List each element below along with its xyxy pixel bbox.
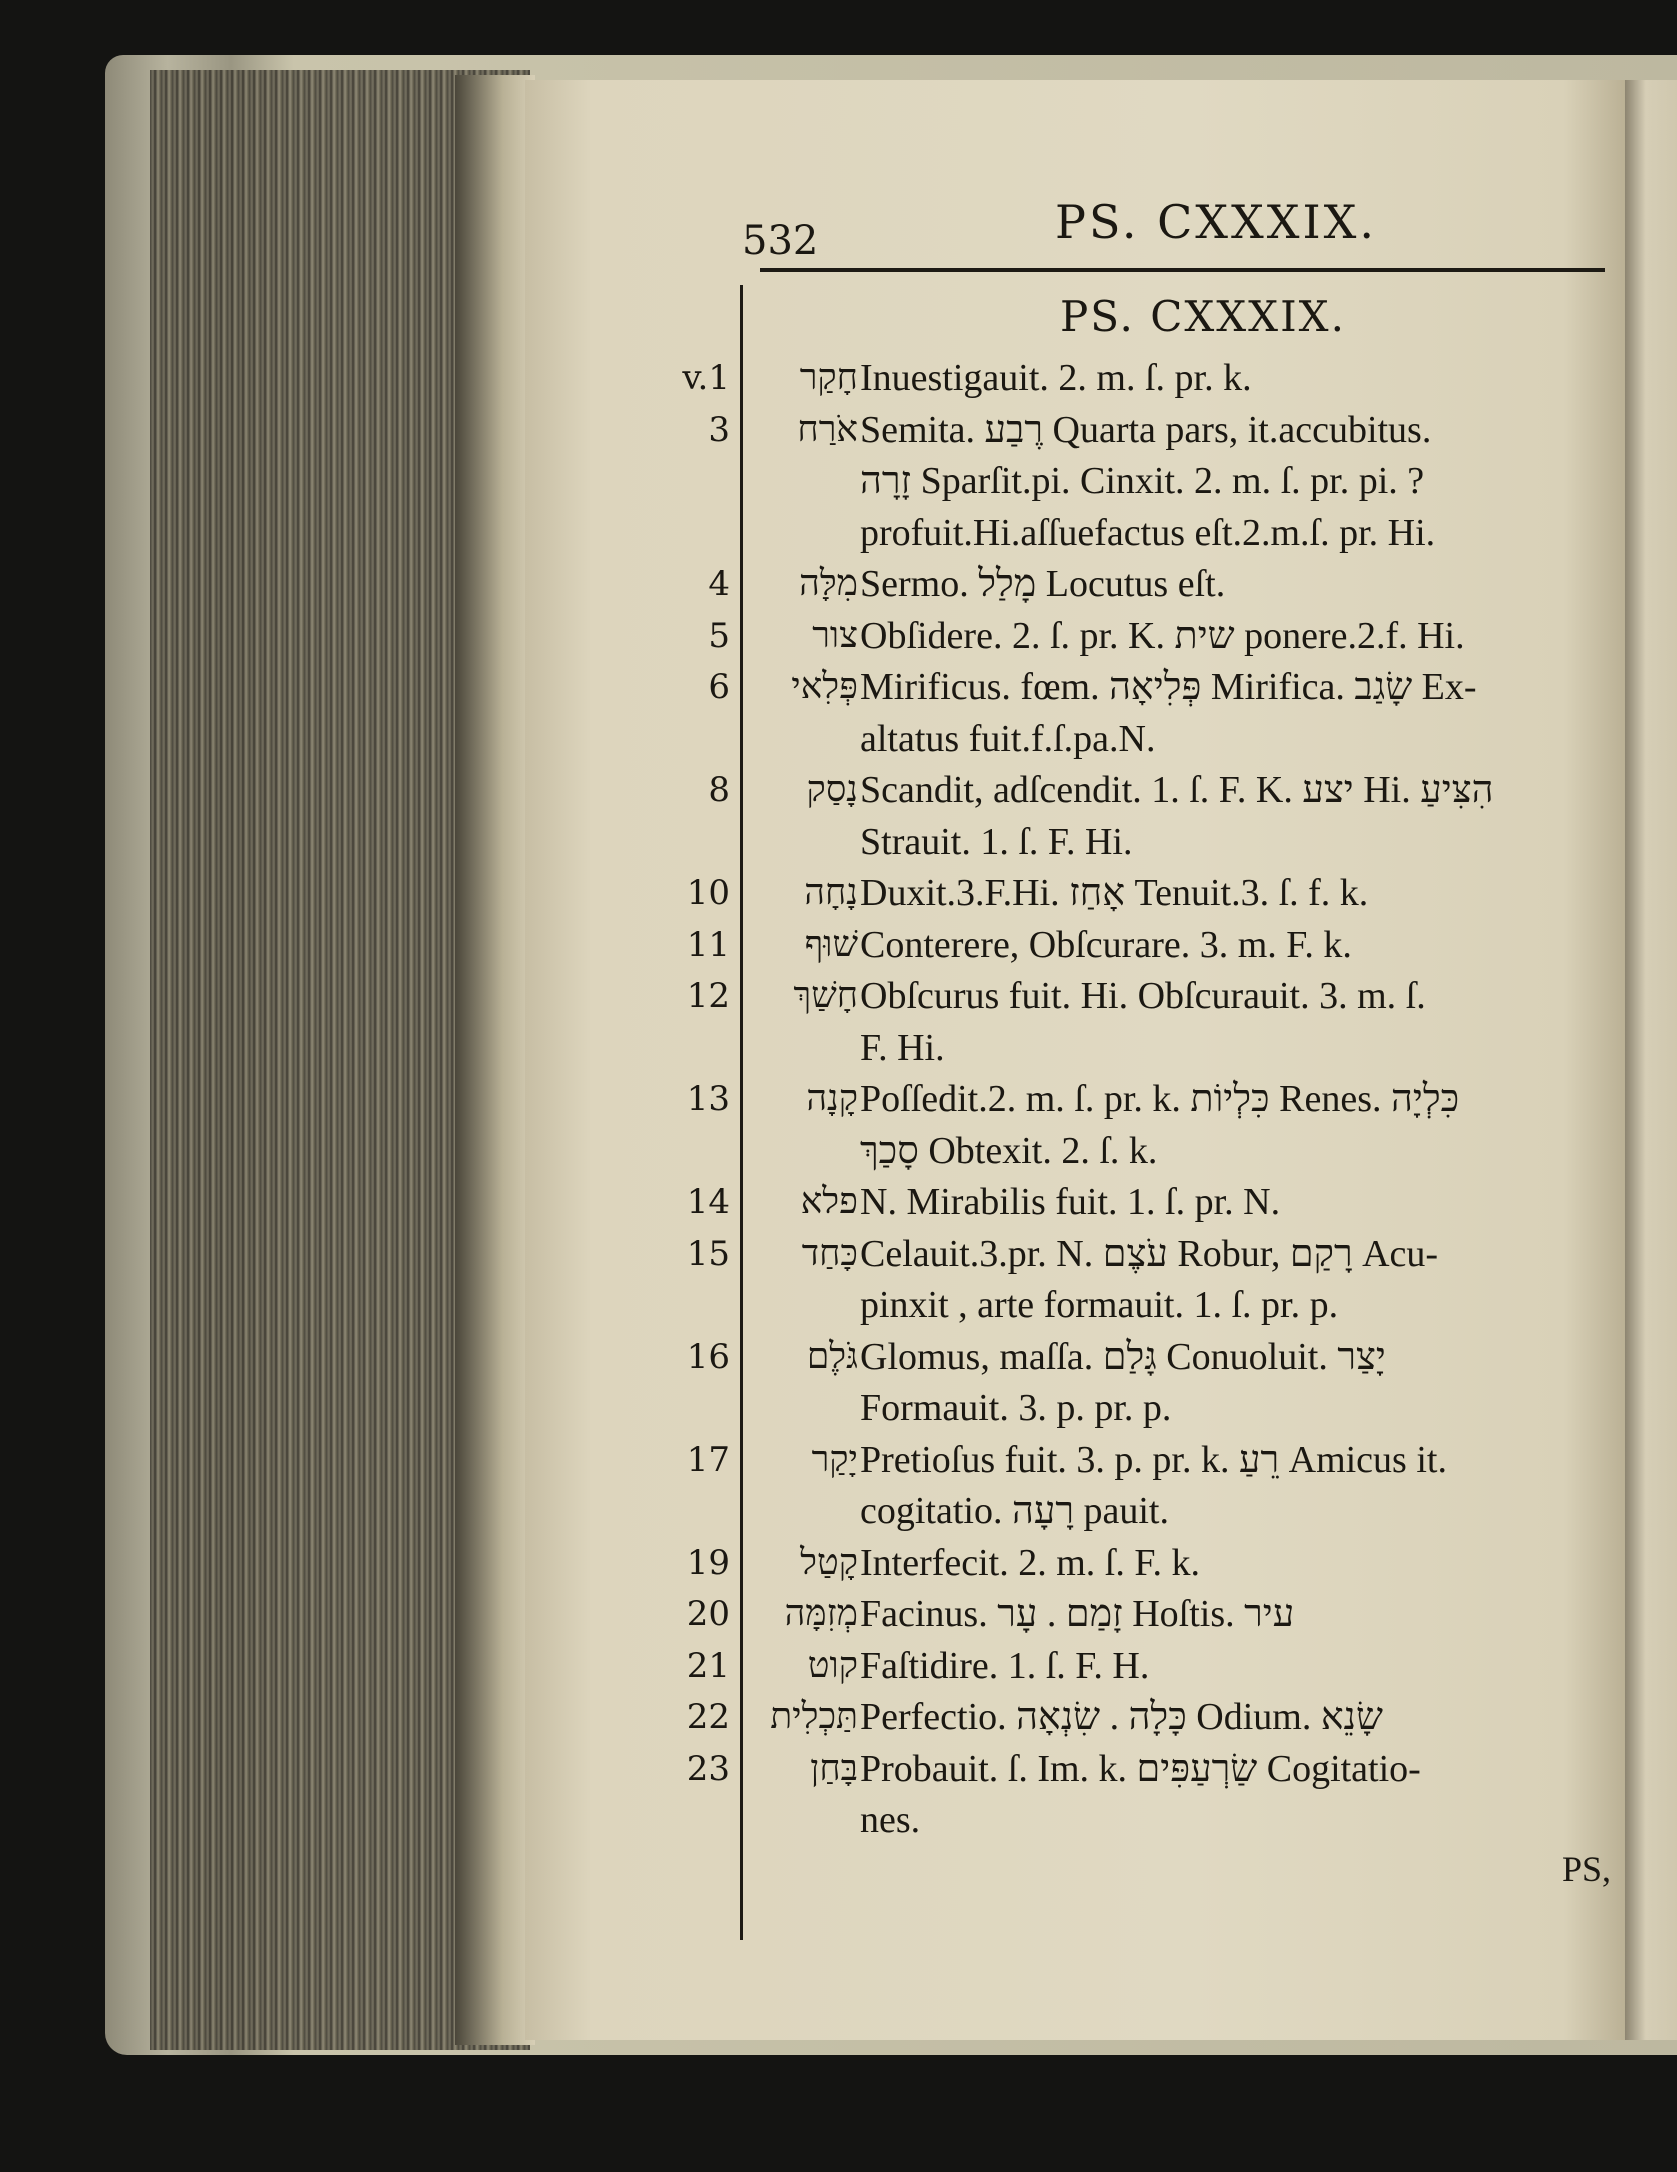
- latin-gloss: Conterere, Obſcurare. 3. m. F. k.: [860, 923, 1352, 966]
- latin-gloss: Mirificus. fœm. פְּלִיאָה Mirifica. שָׂגַב Ex-: [860, 666, 1477, 708]
- latin-gloss: Interfecit. 2. m. ſ. F. k.: [860, 1541, 1200, 1584]
- hebrew-headword: נָחָה: [804, 872, 858, 913]
- hebrew-headword: נָסַק: [806, 769, 858, 810]
- verse-number: 6: [708, 667, 730, 707]
- entry-row: [0, 867, 1677, 919]
- hebrew-headword: קוט: [807, 1644, 858, 1686]
- latin-gloss: altatus fuit.f.ſ.pa.N.: [860, 717, 1156, 760]
- latin-gloss: profuit.Hi.aſſuefactus eſt.2.m.ſ. pr. Hi.: [860, 511, 1436, 554]
- entry-row: [0, 455, 1677, 507]
- verse-number: 20: [686, 1594, 730, 1634]
- hebrew-headword: שׁוּף: [804, 923, 858, 965]
- hebrew-headword: יָקַר: [811, 1438, 858, 1480]
- entry-row: [0, 1794, 1677, 1846]
- latin-gloss: Poſſedit.2. m. ſ. pr. k. כִּלְיוֹת Renes. כִּלְיָה: [860, 1078, 1460, 1120]
- verse-number: 12: [686, 976, 730, 1016]
- entry-row: [0, 1022, 1677, 1074]
- verse-number: 23: [686, 1748, 730, 1789]
- hebrew-headword: אֹרַח: [797, 408, 858, 450]
- hebrew-headword: פלא: [800, 1181, 858, 1222]
- verse-number: 22: [686, 1697, 730, 1737]
- hebrew-headword: חָשַׁךְ: [793, 975, 858, 1016]
- entry-row: [0, 610, 1677, 662]
- hebrew-headword: צור: [812, 614, 858, 656]
- section-title: PS. CXXXIX.: [1060, 292, 1346, 341]
- entry-row: [0, 970, 1677, 1022]
- entry-row: [0, 764, 1677, 816]
- latin-gloss: Semita. רֶבַע Quarta pars, it.accubitus.: [860, 408, 1432, 451]
- verse-number: 11: [686, 924, 730, 965]
- latin-gloss: Faſtidire. 1. ſ. F. H.: [860, 1644, 1150, 1687]
- entry-row: [0, 1588, 1677, 1640]
- latin-gloss: Sermo. מָלַל Locutus eſt.: [860, 563, 1226, 605]
- latin-gloss: Pretioſus fuit. 3. p. pr. k. רֵעַ Amicus it.: [860, 1438, 1447, 1481]
- verse-number: 10: [686, 873, 730, 913]
- entry-row: [0, 713, 1677, 765]
- entry-row: [0, 816, 1677, 868]
- latin-gloss: Inuestigauit. 2. m. ſ. pr. k.: [860, 357, 1252, 399]
- entry-row: [0, 1537, 1677, 1589]
- hebrew-headword: חָקַר: [799, 357, 858, 398]
- entry-row: [0, 1073, 1677, 1125]
- catchword: PS,: [1562, 1849, 1612, 1889]
- verse-number: 16: [686, 1336, 730, 1377]
- page-number: 532: [742, 218, 819, 264]
- verse-number: 21: [686, 1645, 730, 1686]
- verse-number: 19: [686, 1542, 730, 1583]
- entry-row: [0, 1279, 1677, 1331]
- latin-gloss: Perfectio. כָּלָה . שִׂנְאָה Odium. שָׂנֵא: [860, 1696, 1383, 1738]
- entry-row: [0, 661, 1677, 713]
- verse-number: 3: [708, 409, 730, 450]
- latin-gloss: pinxit , arte formauit. 1. ſ. pr. p.: [860, 1284, 1339, 1326]
- entry-row: [0, 1382, 1677, 1434]
- entry-row: [0, 404, 1677, 456]
- latin-gloss: Facinus. זָמַם . עָר Hoſtis. עיר: [860, 1593, 1295, 1635]
- latin-gloss: Obſcurus fuit. Hi. Obſcurauit. 3. m. ſ.: [860, 975, 1426, 1017]
- entry-row: [0, 1485, 1677, 1537]
- latin-gloss: Glomus, maſſa. גָּלַם Conuoluit. יָצַר: [860, 1335, 1386, 1378]
- entry-row: [0, 1228, 1677, 1280]
- entry-row: [0, 919, 1677, 971]
- verse-number: 17: [686, 1439, 730, 1480]
- latin-gloss: cogitatio. רָעָה pauit.: [860, 1490, 1169, 1532]
- verse-number: 14: [686, 1182, 730, 1222]
- verse-number: 5: [708, 615, 730, 656]
- entry-row: [0, 1176, 1677, 1228]
- running-title: PS. CXXXIX.: [1055, 195, 1378, 249]
- verse-number: 13: [686, 1079, 730, 1119]
- entry-row: [0, 1331, 1677, 1383]
- verse-number: 8: [708, 770, 730, 810]
- latin-gloss: זָרָה Sparſit.pi. Cinxit. 2. m. ſ. pr. pi. ?: [860, 460, 1425, 502]
- entry-row: [0, 1743, 1677, 1795]
- header-rule: [760, 268, 1605, 272]
- verse-number: v.1: [682, 358, 730, 398]
- latin-gloss: Obſidere. 2. ſ. pr. K. שית ponere.2.f. Hi.: [860, 614, 1465, 657]
- hebrew-headword: גֹּלֶם: [806, 1335, 858, 1377]
- entry-row: [0, 1640, 1677, 1692]
- latin-gloss: Probauit. ſ. Im. k. שַׂרְעַפִּים Cogitatio-: [860, 1747, 1421, 1790]
- verse-number: 15: [686, 1233, 730, 1274]
- hebrew-headword: מְזִמָּה: [784, 1593, 858, 1634]
- hebrew-headword: כָּחַד: [801, 1232, 858, 1274]
- latin-gloss: Duxit.3.F.Hi. אָחַז Tenuit.3. ſ. f. k.: [860, 872, 1369, 914]
- entry-row: [0, 1125, 1677, 1177]
- hebrew-headword: פְּלִאי: [791, 666, 858, 707]
- latin-gloss: F. Hi.: [860, 1026, 945, 1069]
- verse-number: 4: [708, 564, 730, 604]
- entry-row: [0, 507, 1677, 559]
- entry-row: [0, 1434, 1677, 1486]
- hebrew-headword: קָנָה: [806, 1078, 858, 1119]
- latin-gloss: Scandit, adſcendit. 1. ſ. F. K. יצע Hi. הִצִּיעַ: [860, 769, 1494, 811]
- entry-row: [0, 352, 1677, 404]
- hebrew-headword: מִלָּה: [799, 563, 858, 604]
- latin-gloss: Celauit.3.pr. N. עֹצֶם Robur, רָקַם Acu-: [860, 1232, 1439, 1275]
- latin-gloss: Strauit. 1. ſ. F. Hi.: [860, 820, 1133, 863]
- latin-gloss: N. Mirabilis fuit. 1. ſ. pr. N.: [860, 1181, 1281, 1223]
- hebrew-headword: קָטַל: [800, 1541, 858, 1583]
- latin-gloss: Formauit. 3. p. pr. p.: [860, 1387, 1172, 1429]
- entry-row: [0, 558, 1677, 610]
- hebrew-headword: בָּחַן: [810, 1747, 858, 1789]
- hebrew-headword: תַּכְלִית: [770, 1696, 858, 1737]
- latin-gloss: nes.: [860, 1799, 921, 1841]
- latin-gloss: סָכַךְ Obtexit. 2. ſ. k.: [860, 1129, 1158, 1172]
- entry-row: [0, 1691, 1677, 1743]
